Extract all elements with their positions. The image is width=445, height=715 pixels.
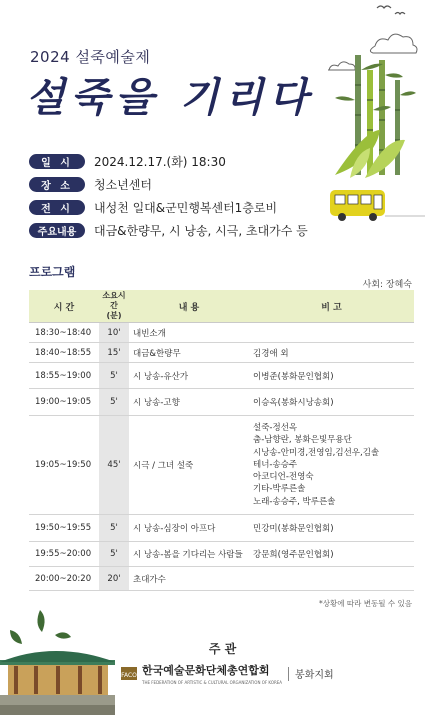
row-duration: 5' — [99, 542, 129, 567]
row-note: 강문희(영주문인협회) — [249, 542, 414, 567]
row-note: 설죽-정선옥 춤-남향란, 봉화은빛무용단 시낭송-안미경,전영임,김선우,김솔 테너-송승주 아코디언-전영숙 기타-박루른솔 노래-송승주, 박루른솔 — [249, 416, 414, 515]
info-row-content — [29, 222, 308, 239]
bird-icon — [377, 6, 405, 14]
row-duration: 5' — [99, 389, 129, 416]
row-content: 내빈소개 — [129, 323, 249, 343]
row-note — [249, 323, 414, 343]
info-value: 청소년센터 — [94, 178, 152, 192]
organizer-divider — [288, 667, 289, 681]
col-note-header: 비 고 — [249, 290, 414, 323]
pine-icon — [10, 610, 71, 644]
organizer-name: 한국예술문화단체총연합회 — [142, 664, 270, 677]
row-time: 19:50~19:55 — [29, 515, 99, 542]
info-row-place — [29, 176, 152, 193]
row-duration: 5' — [99, 515, 129, 542]
row-duration: 5' — [99, 363, 129, 389]
row-duration: 15' — [99, 343, 129, 363]
row-note — [249, 567, 414, 591]
svg-text:FACO: FACO — [121, 671, 137, 679]
info-label: 전 시 — [29, 200, 85, 215]
organizer-subtitle: THE FEDERATION OF ARTISTIC & CULTURAL ORGANIZATION OF KOREA — [142, 680, 283, 685]
pre-title: 2024 설죽예술제 — [30, 48, 151, 66]
row-content: 초대가수 — [129, 567, 249, 591]
col-duration-header: 소요시간 (분) — [99, 290, 129, 323]
row-time: 18:55~19:00 — [29, 363, 99, 389]
row-content: 시 낭송-고향 — [129, 389, 249, 416]
row-note: 이승옥(봉화시낭송회) — [249, 389, 414, 416]
row-time: 20:00~20:20 — [29, 567, 99, 591]
page-title: 설죽을 기리다 — [26, 74, 314, 121]
info-value: 대금&한량무, 시 낭송, 시극, 초대가수 등 — [94, 224, 308, 238]
row-time: 19:05~19:50 — [29, 416, 99, 515]
bus-icon — [330, 190, 425, 221]
row-time: 18:30~18:40 — [29, 323, 99, 343]
info-row-exhibit — [29, 199, 277, 216]
table-row — [29, 389, 414, 416]
row-note: 김경애 외 — [249, 343, 414, 363]
bamboo-icon — [335, 55, 416, 178]
table-row — [29, 542, 414, 567]
row-content: 시극 / 그녀 설죽 — [129, 416, 249, 515]
info-row-date — [29, 153, 226, 170]
table-row — [29, 567, 414, 591]
row-note: 이병준(봉화문인협회) — [249, 363, 414, 389]
row-note: 민강미(봉화문인협회) — [249, 515, 414, 542]
row-duration: 20' — [99, 567, 129, 591]
bamboo-bus-illustration — [315, 0, 445, 235]
program-table — [29, 290, 414, 591]
host-label: 사회: 장혜숙 — [362, 280, 412, 290]
row-time: 19:00~19:05 — [29, 389, 99, 416]
row-content: 대금&한량무 — [129, 343, 249, 363]
info-label: 일 시 — [29, 154, 85, 169]
pavilion-illustration — [0, 600, 115, 715]
table-row — [29, 515, 414, 542]
info-value: 2024.12.17.(화) 18:30 — [94, 155, 226, 169]
program-title: 프로그램 — [29, 265, 76, 279]
row-duration: 10' — [99, 323, 129, 343]
info-value: 내성천 일대&군민행복센터1층로비 — [94, 201, 278, 215]
organizer-line — [120, 662, 334, 685]
row-duration: 45' — [99, 416, 129, 515]
table-row — [29, 416, 414, 515]
organizer-branch: 봉화지회 — [295, 670, 334, 681]
faco-logo-icon — [120, 665, 138, 683]
col-content-header: 내 용 — [129, 290, 249, 323]
info-label: 주요내용 — [29, 223, 85, 238]
table-header-row — [29, 290, 414, 323]
table-row — [29, 343, 414, 363]
organizer-title: 주 관 — [208, 642, 237, 656]
row-time: 19:55~20:00 — [29, 542, 99, 567]
row-content: 시 낭송-심장이 아프다 — [129, 515, 249, 542]
row-content: 시 낭송-봄을 기다리는 사람들 — [129, 542, 249, 567]
footnote: *상황에 따라 변동될 수 있음 — [319, 599, 412, 608]
table-row — [29, 323, 414, 343]
col-time-header: 시 간 — [29, 290, 99, 323]
row-content: 시 낭송-유산가 — [129, 363, 249, 389]
info-label: 장 소 — [29, 177, 85, 192]
table-row — [29, 363, 414, 389]
row-time: 18:40~18:55 — [29, 343, 99, 363]
